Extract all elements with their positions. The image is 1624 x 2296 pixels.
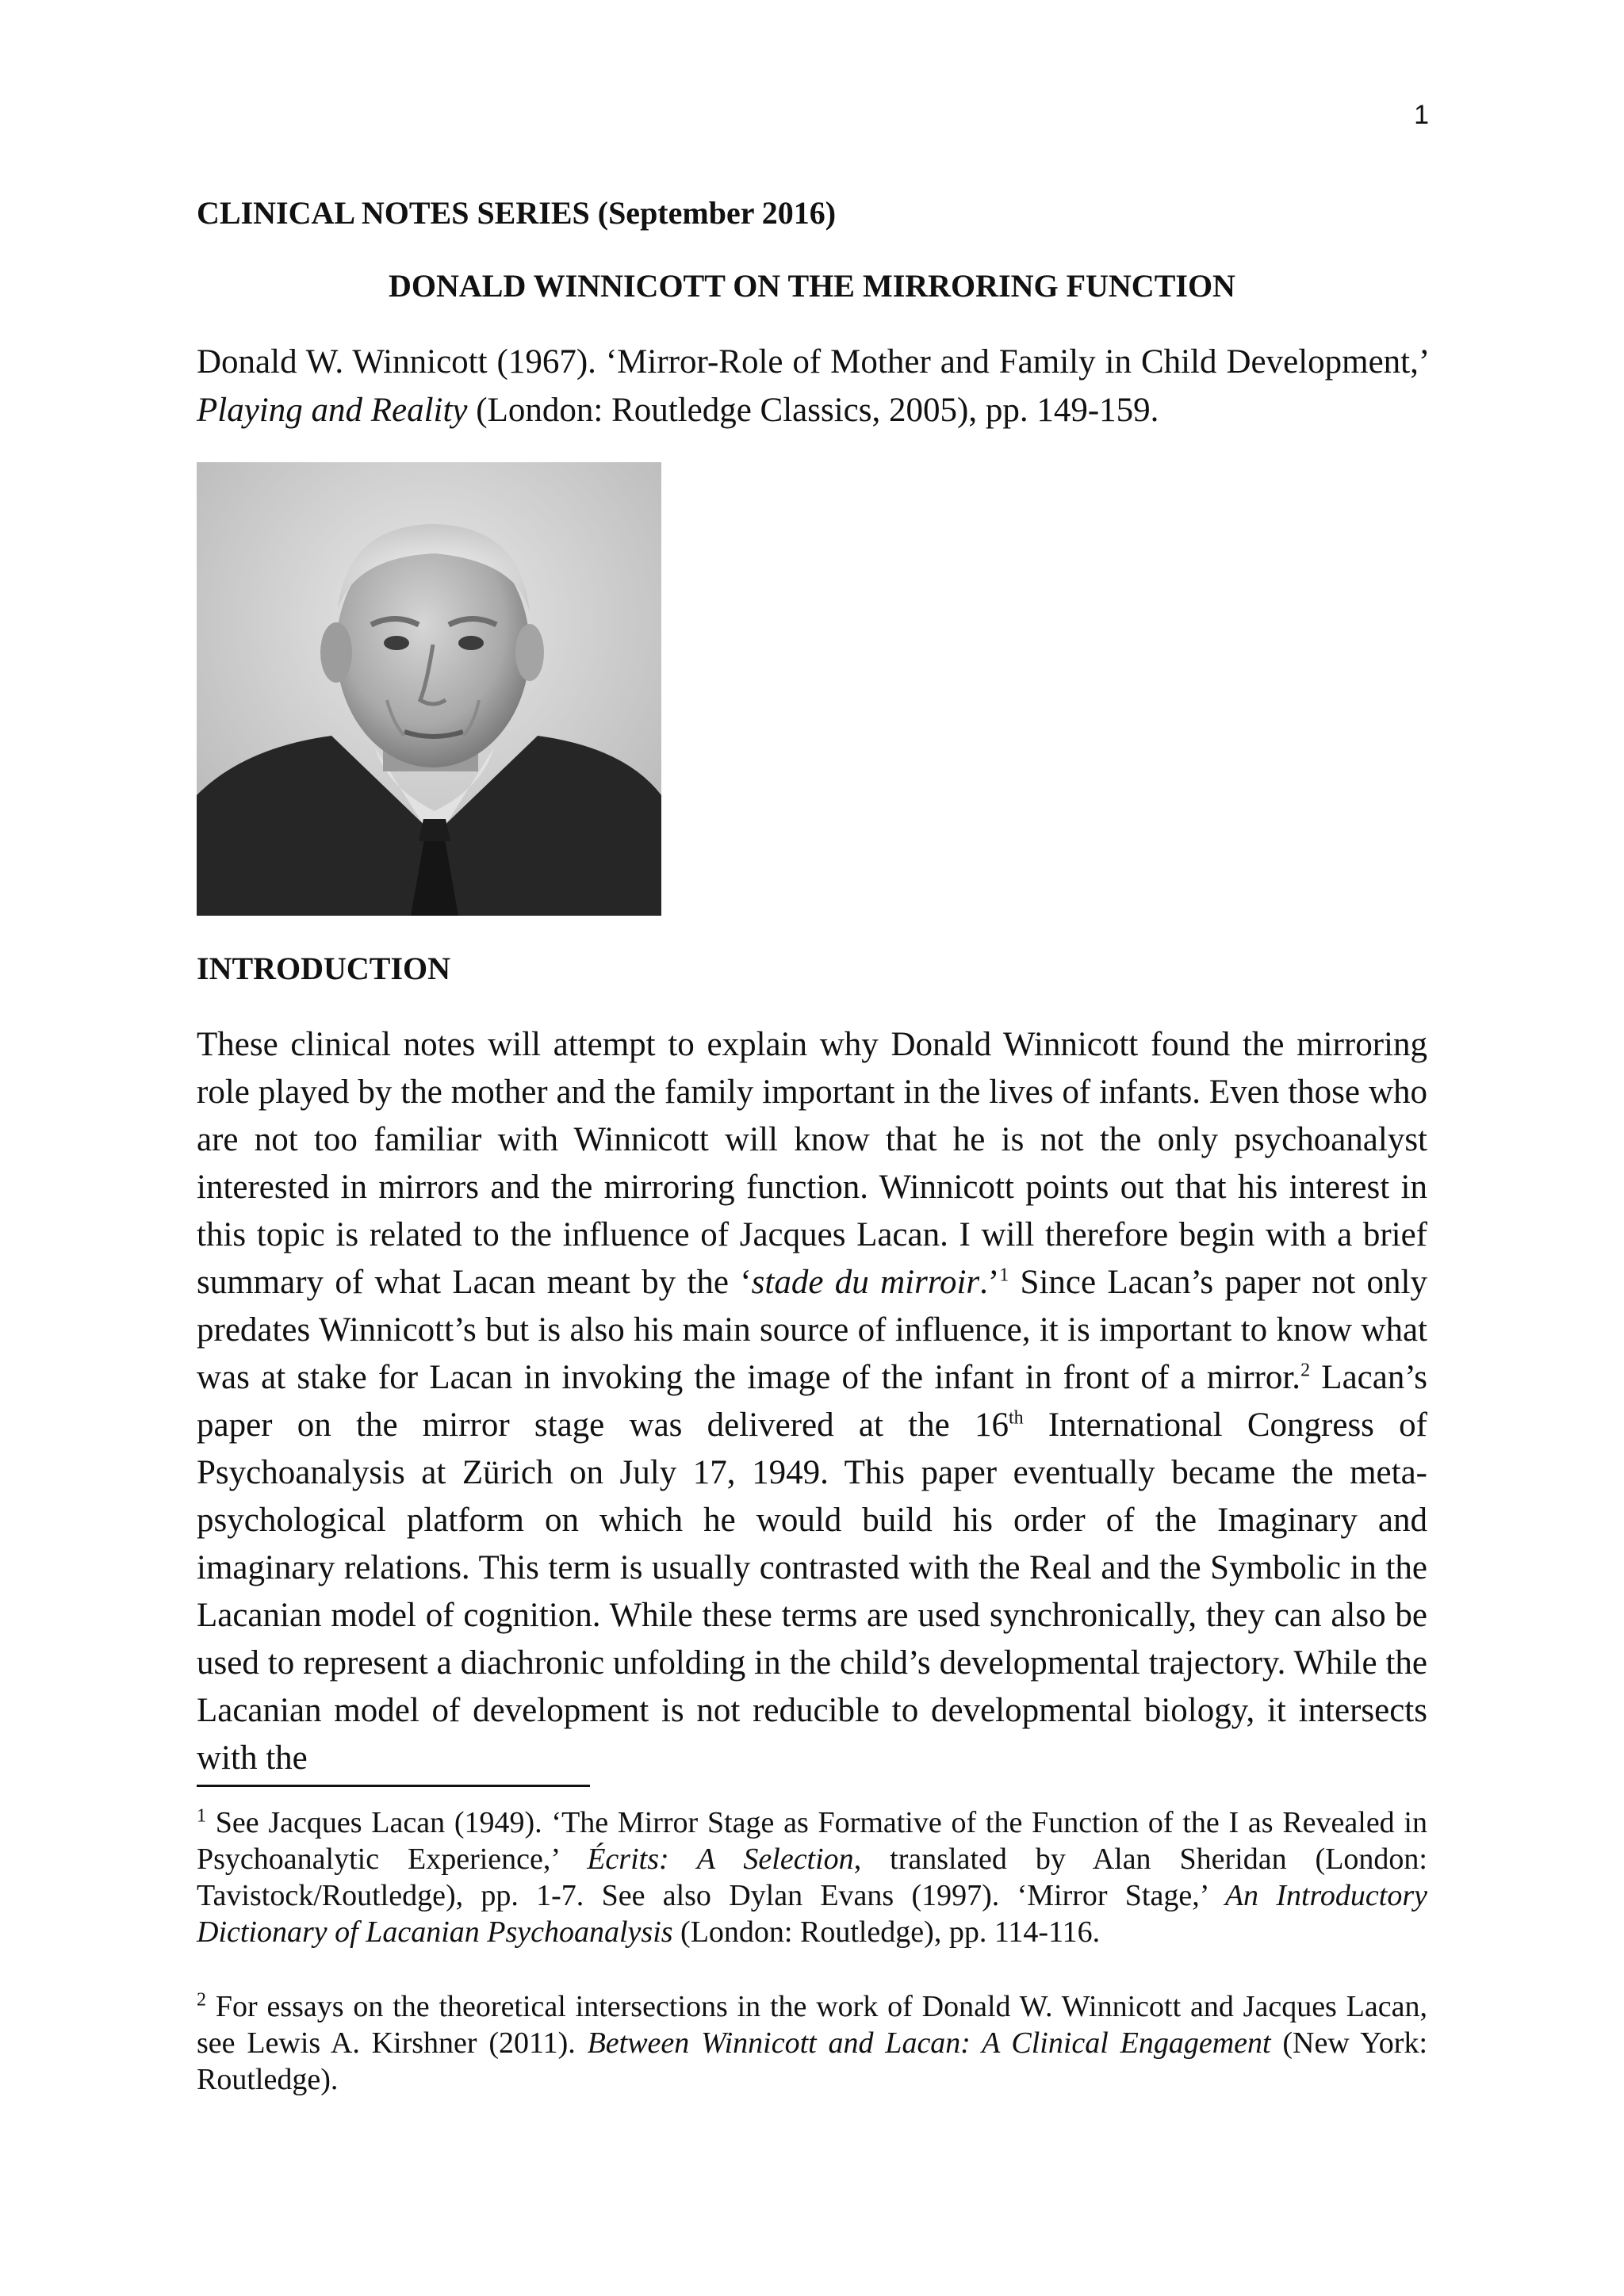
ordinal-suffix: th: [1008, 1407, 1024, 1429]
footnote-1-text-c: (London: Routledge), pp. 114-116.: [672, 1915, 1101, 1949]
footnote-1: [197, 1804, 1427, 1950]
body-term-stade: stade du mirroir: [751, 1264, 980, 1301]
citation-tail: (London: Routledge Classics, 2005), pp. 149-159.: [476, 392, 1159, 429]
footnote-1-mark: 1: [197, 1805, 206, 1827]
source-citation: [197, 338, 1427, 434]
body-text-part5: International Congress of Psychoanalysis at Zürich on July 17, 1949. This paper eventually became the meta-psychological platform on which he would build his order of the Imaginary and imaginary relations. This term is usually contrasted with the Real and the Symbolic in the Lacanian model of cognition. While these terms are used synchronically, they can also be used to represent a diachronic unfolding in the child’s developmental trajectory. While the Lacanian model of development is not reducible to developmental biology, it intersects with the: [197, 1406, 1427, 1777]
body-text-part4: Lacan’s paper on the mirror stage was delivered at the 16: [197, 1359, 1428, 1444]
body-text-part1: These clinical notes will attempt to explain why Donald Winnicott found the mirroring role played by the mother and the family important in the lives of infants. Even those who are not too familiar with Winnicott will know that he is not the only psychoanalyst interested in mirrors and the mirroring function. Winnicott points out that his interest in this topic is related to the influence of Jacques Lacan. I will therefore begin with a brief summary of what Lacan meant by the ‘: [197, 1026, 1427, 1301]
body-paragraph: [197, 1021, 1427, 1782]
footnote-2-mark: 2: [197, 1989, 206, 2011]
section-heading-introduction: INTRODUCTION: [197, 951, 451, 986]
body-text-part3: Since Lacan’s paper not only predates Winnicott’s but is also his main source of influence, it is important to know what was at stake for Lacan in invoking the image of the infant in front of a mirror.: [197, 1264, 1427, 1396]
footnote-divider: [197, 1785, 590, 1787]
body-text-part2: .’: [979, 1264, 1000, 1301]
footnote-1-text-a: See Jacques Lacan (1949). ‘The Mirror Stage as Formative of the Function of the I as Revealed in Psychoanalytic Experience,’: [197, 1806, 1427, 1876]
citation-lead: Donald W. Winnicott (1967). ‘Mirror-Role of Mother and Family in Child Development,’: [197, 343, 1427, 381]
footnote-2-text-b: (New York: Routledge).: [197, 2026, 1428, 2096]
footnote-2: [197, 1988, 1427, 2098]
footnote-1-title-a: Écrits: A Selection: [587, 1843, 854, 1876]
document-title: DONALD WINNICOTT ON THE MIRRORING FUNCTION: [389, 268, 1235, 304]
footnote-1-text-b: , translated by Alan Sheridan (London: Tavistock/Routledge), pp. 1-7. See also Dylan Evans (1997). ‘Mirror Stage,’: [197, 1843, 1427, 1912]
footnote-1-title-b: An Introductory Dictionary of Lacanian Psychoanalysis: [197, 1879, 1427, 1949]
citation-book-title: Playing and Reality: [197, 392, 468, 429]
portrait-photo: [197, 462, 661, 916]
page-number: 1: [1414, 100, 1429, 130]
footnote-ref-1[interactable]: 1: [999, 1265, 1009, 1286]
footnote-2-title: Between Winnicott and Lacan: A Clinical Engagement: [587, 2026, 1271, 2060]
footnote-2-text-a: For essays on the theoretical intersections in the work of Donald W. Winnicott and Jacques Lacan, see Lewis A. Kirshner (2011).: [197, 1990, 1427, 2060]
footnote-ref-2[interactable]: 2: [1300, 1360, 1311, 1381]
series-heading: CLINICAL NOTES SERIES (September 2016): [197, 195, 837, 231]
